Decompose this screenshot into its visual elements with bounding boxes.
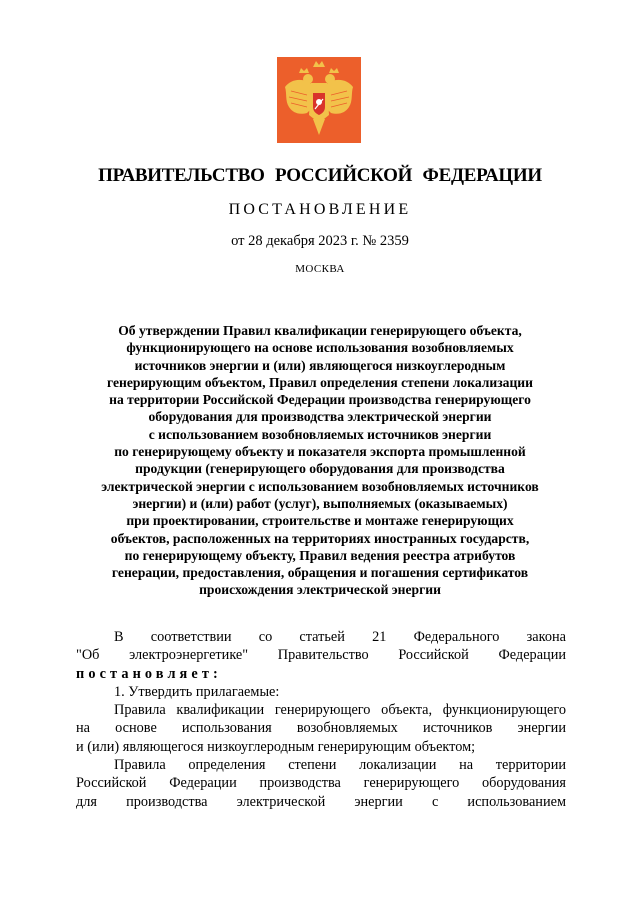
document-type: ПОСТАНОВЛЕНИЕ	[228, 201, 412, 218]
heading-line: генерирующим объектом, Правил определения степени локализации	[107, 374, 533, 390]
heading-line: источников энергии и (или) являющегося низкоуглеродным	[134, 357, 506, 373]
heading-line: с использованием возобновляемых источников энергии	[148, 426, 492, 442]
heading-line: при проектировании, строительстве и монтаже генерирующих	[126, 513, 514, 529]
body-line: В соответствии со статьей 21 Федерального закона	[114, 629, 566, 645]
body-line: Правила определения степени локализации на территории	[114, 757, 566, 774]
heading-line: по генерирующему объекту, Правил ведения реестра атрибутов	[124, 547, 516, 563]
body-line: Правила квалификации генерирующего объекта, функционирующего	[114, 702, 566, 719]
body-line: 1. Утвердить прилагаемые:	[114, 683, 280, 700]
body-line: на основе использования возобновляемых источников энергии	[76, 720, 566, 737]
heading-line: функционирующего на основе использования возобновляемых	[126, 340, 514, 356]
body-line: и (или) являющегося низкоуглеродным генерирующим объектом;	[76, 738, 476, 755]
russian-coat-of-arms-icon	[277, 57, 361, 143]
heading-line: по генерирующему объекту и показателя экспорта промышленной	[114, 444, 526, 460]
heading-line: объектов, расположенных на территориях иностранных государств,	[110, 530, 530, 546]
city: МОСКВА	[295, 263, 345, 275]
body-line: для производства электрической энергии с использованием	[76, 793, 566, 810]
heading-line: происхождения электрической энергии	[199, 582, 441, 598]
heading-line: оборудования для производства электрической энергии	[148, 409, 492, 425]
body-line: Российской Федерации производства генерирующего оборудования	[76, 775, 566, 792]
heading-line: на территории Российской Федерации производства генерирующего	[109, 392, 531, 408]
heading-line: Об утверждении Правил квалификации генерирующего объекта,	[118, 323, 522, 338]
heading-line: генерации, предоставления, обращения и погашения сертификатов	[111, 565, 529, 581]
date-number: от 28 декабря 2023 г. № 2359	[231, 233, 409, 249]
body-line: "Об электроэнергетике" Правительство Российской Федерации	[76, 647, 566, 664]
document-heading	[64, 322, 576, 599]
government-title: ПРАВИТЕЛЬСТВО РОССИЙСКОЙ ФЕДЕРАЦИИ	[98, 165, 542, 186]
heading-line: продукции (генерирующего оборудования для производства	[135, 461, 505, 477]
document-body	[76, 628, 566, 811]
heading-line: электрической энергии с использованием возобновляемых источников	[101, 478, 539, 494]
resolves-word: постановляет:	[76, 665, 222, 682]
heading-line: энергии) и (или) работ (услуг), выполняемых (оказываемых)	[132, 495, 508, 511]
